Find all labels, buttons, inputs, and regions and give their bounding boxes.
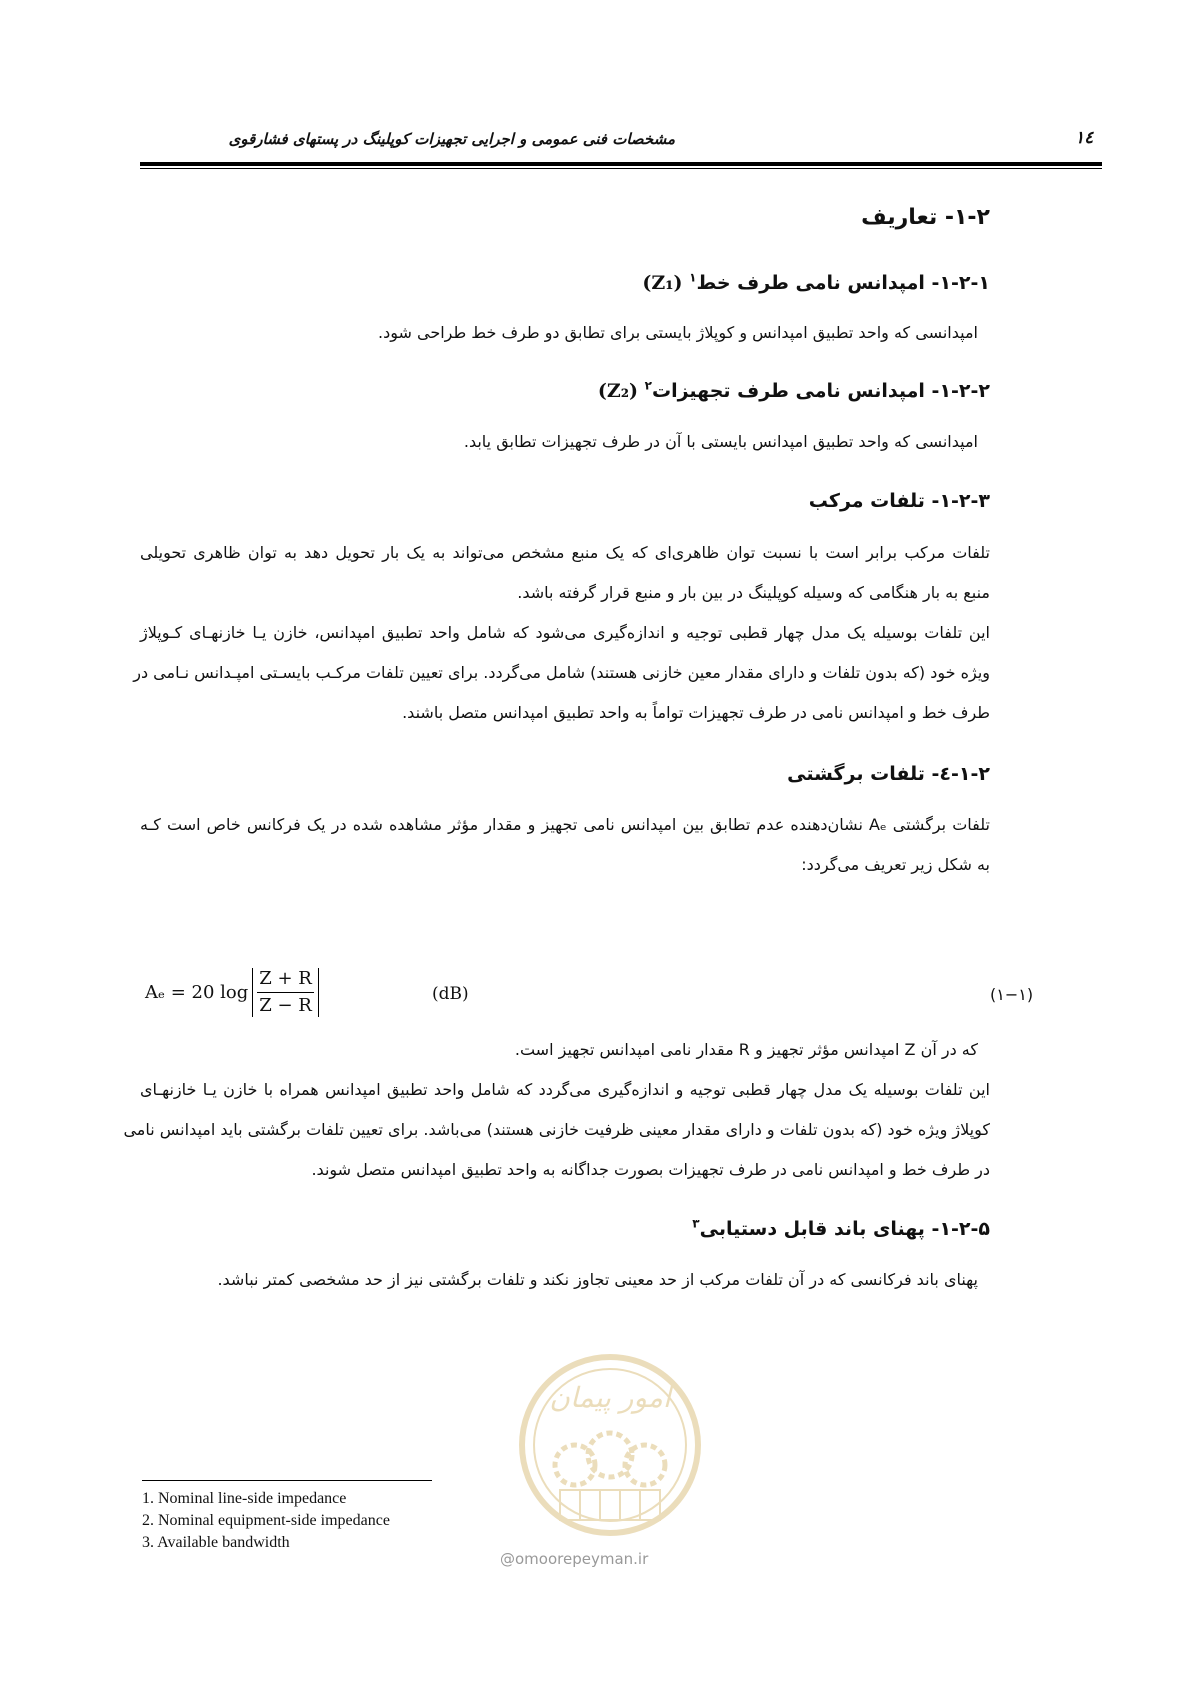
paragraph-line: تلفات مرکب برابر است با نسبت توان ظاهری‌ای که یک منبع مشخص می‌تواند به یک بار تحویل دهد به توان ظاهری تحویلی xyxy=(140,543,990,562)
formula-return-loss xyxy=(145,968,319,1017)
page-number: ۱٤ xyxy=(1075,128,1094,148)
heading-text: ۱-۲-۲- امپدانس نامی طرف تجهیزات xyxy=(651,380,990,402)
formula-lhs: Aₑ = 20 log xyxy=(145,982,249,1003)
paragraph-available-bandwidth: پهنای باند فرکانسی که در آن تلفات مرکب از حد معینی تجاوز نکند و تلفات برگشتی نیز از حد مشخصی کمتر نباشد. xyxy=(217,1270,978,1289)
heading-composite-loss: ۱-۲-۳- تلفات مرکب xyxy=(808,490,990,512)
footnote-1: 1. Nominal line-side impedance xyxy=(142,1490,347,1507)
formula-denominator: Z − R xyxy=(259,995,312,1016)
watermark-site: @omoorepeyman.ir xyxy=(500,1550,649,1568)
paragraph-line: منبع به بار هنگامی که وسیله کوپلینگ در بین بار و منبع قرار گرفته باشد. xyxy=(517,583,990,602)
heading-text: ۱-۲-۵- پهنای باند قابل دستیابی xyxy=(699,1218,990,1240)
paragraph-line: به شکل زیر تعریف می‌گردد: xyxy=(801,855,990,874)
footnote-ref: ۳ xyxy=(692,1216,700,1231)
footnote-2: 2. Nominal equipment-side impedance xyxy=(142,1512,390,1529)
heading-return-loss: ۱-۲-٤- تلفات برگشتی xyxy=(787,763,990,785)
formula-fraction xyxy=(252,968,319,1017)
paragraph-line: طرف خط و امپدانس نامی در طرف تجهیزات تواماً به واحد تطبیق امپدانس متصل باشند. xyxy=(402,703,990,722)
gear-seal-icon xyxy=(490,1345,730,1545)
paragraph-equipment-side-impedance: امپدانسی که واحد تطبیق امپدانس بایستی با آن در طرف تجهیزات تطابق یابد. xyxy=(463,432,978,451)
paragraph-line: کوپلاژ ویژه خود (که بدون تلفات و دارای مقدار معینی ظرفیت خازنی هستند) می‌باشد. برای تعیین تلفات برگشتی باید امپدانس نامی xyxy=(123,1120,990,1139)
paragraph-line: ویژه خود (که بدون تلفات و دارای مقدار معین خازنی هستند) شامل می‌گردد. برای تعیین تلفات مرکـب بایسـتی امپـدانس نـامی در xyxy=(133,663,990,682)
paragraph-line-side-impedance: امپدانسی که واحد تطبیق امپدانس و کوپلاژ بایستی برای تطابق دو طرف خط طراحی شود. xyxy=(378,323,978,342)
paragraph-line: که در آن Z امپدانس مؤثر تجهیز و R مقدار نامی امپدانس تجهیز است. xyxy=(514,1040,978,1059)
heading-available-bandwidth xyxy=(692,1218,990,1240)
watermark-logo xyxy=(490,1345,730,1545)
heading-text: ۱-۲-۱- امپدانس نامی طرف خط xyxy=(696,272,990,294)
symbol: (Z₁) xyxy=(642,272,683,294)
footnote-ref: ۱ xyxy=(689,270,697,285)
heading-definitions: ۱-۲- تعاریف xyxy=(861,205,990,230)
footnote-ref: ۲ xyxy=(644,378,652,393)
header-rule xyxy=(140,162,1102,166)
formula-numerator: Z + R xyxy=(257,968,314,993)
heading-equipment-side-impedance xyxy=(598,380,990,402)
symbol: (Z₂) xyxy=(597,380,639,402)
paragraph-line: تلفات برگشتی Aₑ نشان‌دهنده عدم تطابق بین امپدانس نامی تجهیز و مقدار مؤثر مشاهده شده در یک فرکانس خاص است کـه xyxy=(140,815,990,834)
paragraph-line: این تلفات بوسیله یک مدل چهار قطبی توجیه و اندازه‌گیری می‌شود که شامل واحد تطبیق امپدانس، خازن یـا خازنهـای کـوپلاژ xyxy=(140,623,990,642)
footnote-rule xyxy=(142,1480,432,1481)
heading-line-side-impedance xyxy=(642,272,990,294)
paragraph-line: در طرف خط و امپدانس نامی در طرف تجهیزات بصورت جداگانه به واحد تطبیق امپدانس متصل شوند. xyxy=(311,1160,990,1179)
paragraph-line: این تلفات بوسیله یک مدل چهار قطبی توجیه و اندازه‌گیری می‌گردد که شامل واحد تطبیق امپدانس همراه با خازن یـا خازنهـای xyxy=(140,1080,990,1099)
footnote-3: 3. Available bandwidth xyxy=(142,1534,290,1551)
formula-unit: (dB) xyxy=(432,984,469,1004)
header-rule-thin xyxy=(140,168,1102,169)
formula-number: (۱−۱) xyxy=(990,985,1034,1004)
watermark-logo-text: امور پیمان xyxy=(549,1381,671,1414)
header-title: مشخصات فنی عمومی و اجرایی تجهیزات کوپلینگ در پستهای فشارقوی xyxy=(228,130,675,148)
